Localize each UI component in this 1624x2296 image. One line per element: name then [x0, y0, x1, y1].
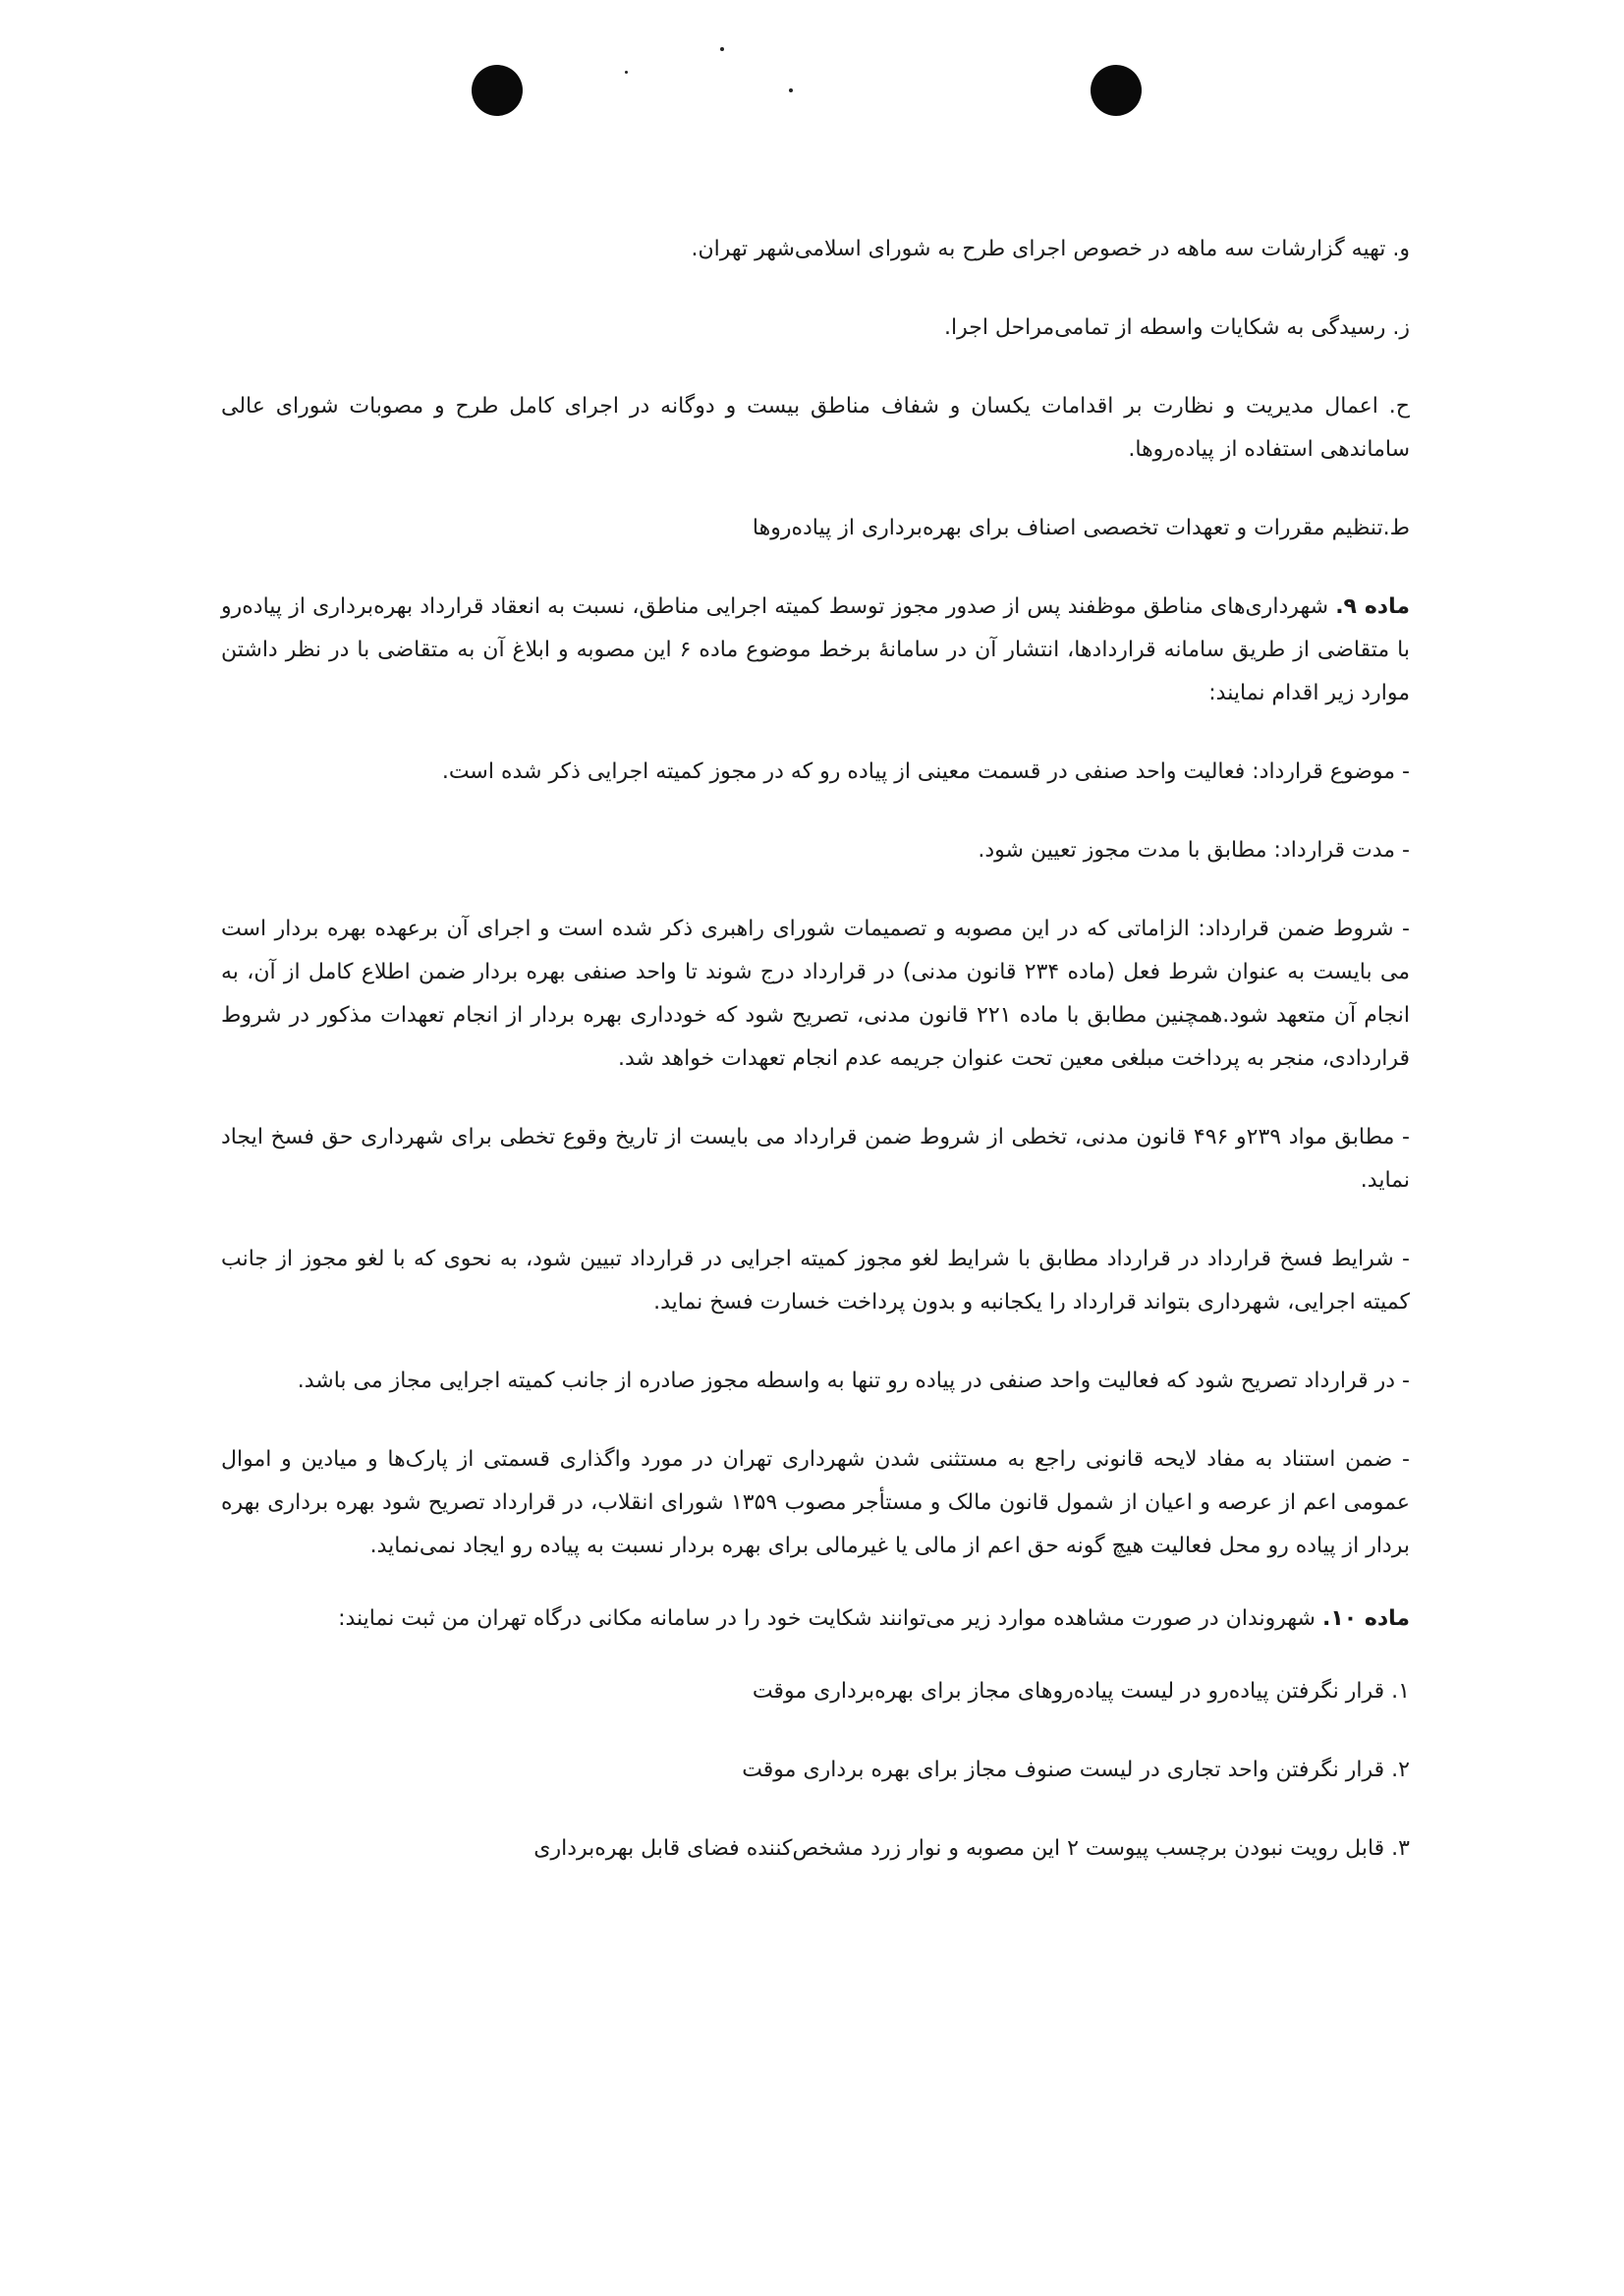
article-9-text: شهرداری‌های مناطق موظفند پس از صدور مجوز توسط کمیته اجرایی مناطق، نسبت به انعقاد قرارداد بهره‌برداری از پیاده‌رو با متقاضی از طریق سامانه قراردادها، انتشار آن در سامانهٔ برخط موضوع ماده ۶ این مصوبه و ابلاغ آن به متقاضی با در نظر داشتن موارد زیر اقدام نمایند: [221, 594, 1410, 705]
item-he: ح. اعمال مدیریت و نظارت بر اقدامات یکسان و شفاف مناطق بیست و دوگانه در اجرای کامل طرح و مصوبات شورای عالی ساماندهی استفاده از پیاده‌روها. [221, 394, 1410, 462]
contract-terms: - شروط ضمن قرارداد: الزاماتی که در این مصوبه و تصمیمات شورای راهبری ذکر شده است و اجرای آن برعهده بهره بردار است می بایست به عنوان شرط فعل (ماده ۲۳۴ قانون مدنی) در قرارداد درج شوند تا واحد صنفی بهره بردار ضمن اطلاع کامل از آن، به انجام آن متعهد شود.همچنین مطابق با ماده ۲۲۱ قانون مدنی، تصریح شود که خودداری بهره بردار از انجام تعهدات مذکور در شروط قراردادی، منجر به پرداخت مبلغی معین تحت عنوان جریمه عدم انجام تعهدات خواهد شد. [221, 917, 1411, 1071]
complaint-item-3: ۳. قابل رویت نبودن برچسب پیوست ۲ این مصوبه و نوار زرد مشخص‌کننده فضای قابل بهره‌برداری [533, 1836, 1410, 1861]
contract-termination: - شرایط فسخ قرارداد در قرارداد مطابق با شرایط لغو مجوز کمیته اجرایی در قرارداد تبیین شود، به نحوی که با لغو مجوز از جانب کمیته اجرایی، شهرداری بتواند قرارداد را یکجانبه و بدون پرداخت خسارت فسخ نماید. [221, 1247, 1410, 1315]
item-ta: ط.تنظیم مقررات و تعهدات تخصصی اصناف برای بهره‌برداری از پیاده‌روها [752, 516, 1410, 540]
article-10-heading: ماده ۱۰. [1321, 1606, 1410, 1631]
item-vav: و. تهیه گزارشات سه ماهه در خصوص اجرای طرح به شورای اسلامی‌شهر تهران. [691, 237, 1410, 261]
contract-permit: - در قرارداد تصریح شود که فعالیت واحد صنفی در پیاده رو تنها به واسطه مجوز صادره از جانب کمیته اجرایی مجاز می باشد. [297, 1369, 1410, 1393]
item-ze: ز. رسیدگی به شکایات واسطه از تمامی‌مراحل اجرا. [943, 315, 1410, 340]
complaint-item-1: ۱. قرار نگرفتن پیاده‌رو در لیست پیاده‌روهای مجاز برای بهره‌برداری موقت [752, 1679, 1410, 1704]
punch-hole-right [1091, 65, 1142, 116]
contract-duration: - مدت قرارداد: مطابق با مدت مجوز تعیین شود. [978, 838, 1410, 863]
article-10 [221, 1597, 1410, 1641]
scan-speck [720, 47, 724, 51]
article-10-text: شهروندان در صورت مشاهده موارد زیر می‌توانند شکایت خود را در سامانه مکانی درگاه تهران من ثبت نمایند: [338, 1606, 1322, 1631]
punch-hole-left [472, 65, 523, 116]
contract-subject: - موضوع قرارداد: فعالیت واحد صنفی در قسمت معینی از پیاده رو که در مجوز کمیته اجرایی ذکر شده است. [441, 759, 1410, 784]
article-9 [221, 586, 1410, 715]
article-9-heading: ماده ۹. [1335, 594, 1410, 619]
complaint-item-2: ۲. قرار نگرفتن واحد تجاری در لیست صنوف مجاز برای بهره برداری موقت [742, 1758, 1410, 1782]
scan-speck [625, 71, 628, 74]
scan-speck [789, 88, 793, 92]
contract-civil-law: - مطابق مواد ۲۳۹و ۴۹۶ قانون مدنی، تخطی از شروط ضمن قرارداد می بایست از تاریخ وقوع تخطی برای شهرداری حق فسخ ایجاد نماید. [221, 1125, 1410, 1193]
document-body [221, 228, 1410, 1906]
contract-ownership: - ضمن استناد به مفاد لایحه قانونی راجع به مستثنی شدن شهرداری تهران در مورد واگذاری قسمتی از پارک‌ها و میادین و اموال عمومی اعم از عرصه و اعیان از شمول قانون مالک و مستأجر مصوب ۱۳۵۹ شورای انقلاب، در قرارداد تصریح شود بهره برداری بهره بردار از پیاده رو محل فعالیت هیچ گونه حق اعم از مالی یا غیرمالی برای بهره بردار نسبت به پیاده رو ایجاد نمی‌نماید. [221, 1447, 1410, 1558]
